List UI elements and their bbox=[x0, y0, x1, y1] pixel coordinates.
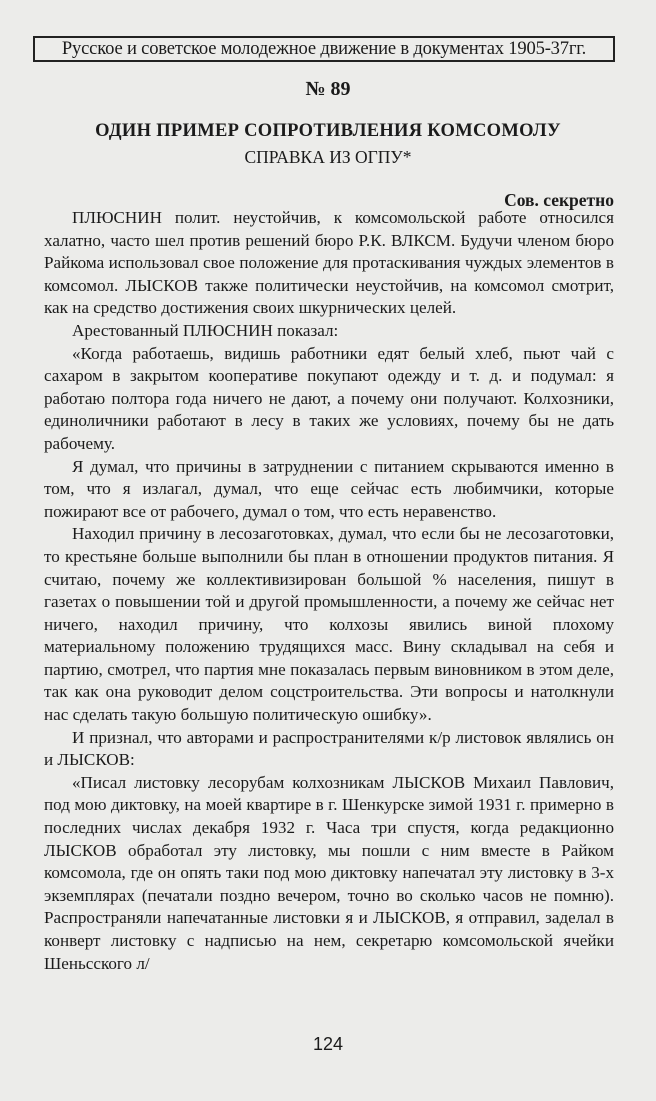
paragraph: Я думал, что причины в затруднении с питанием скрываются именно в том, что я излагал, думал, что еще сейчас есть любимчики, которые пожирают все от рабочего, думал о том, что есть неравенство. bbox=[44, 456, 614, 521]
paragraph: «Когда работаешь, видишь работники едят белый хлеб, пьют чай с сахаром в закрытом кооперативе покупают одежду и т. д. и подумал: я работаю полтора года ничего не дают, а почему они получают. Колхозники, единоличники работают в лесу в таких же условиях, почему бы не дать рабочему. bbox=[44, 343, 614, 453]
paragraph: И признал, что авторами и распространителями к/р листовок являлись он и ЛЫСКОВ: bbox=[44, 727, 614, 770]
document-title: ОДИН ПРИМЕР СОПРОТИВЛЕНИЯ КОМСОМОЛУ bbox=[95, 121, 561, 141]
running-head: Русское и советское молодежное движение в документах 1905-37гг. bbox=[33, 36, 615, 62]
document-number: № 89 bbox=[305, 78, 351, 100]
page-number: 124 bbox=[312, 1034, 344, 1054]
document-subtitle: СПРАВКА ИЗ ОГПУ* bbox=[244, 147, 412, 167]
paragraph: Арестованный ПЛЮСНИН показал: bbox=[72, 320, 339, 340]
paragraph: «Писал листовку лесорубам колхозникам ЛЫСКОВ Михаил Павлович, под мою диктовку, на моей квартире в г. Шенкурске зимой 1931 г. примерно в последних числах декабря 1932 г. Часа три спустя, когда редакционно ЛЫСКОВ обработал эту листовку, мы пошли с ним вместе в Райком комсомола, где он опять таки под мою диктовку напечатал эту листовку в 3-х экземплярах (печатали поздно вечером, точно во сколько часов не помню). Распространяли напечатанные листовки я и ЛЫСКОВ, я отправил, заделал в конверт листовку с надписью на нем, секретарю комсомольской ячейки Шеньсского л/ bbox=[44, 772, 614, 973]
classification-label: Сов. секретно bbox=[504, 190, 614, 210]
paragraph: ПЛЮСНИН полит. неустойчив, к комсомольской работе относился халатно, часто шел против решений бюро Р.К. ВЛКСМ. Будучи членом бюро Райкома использовал свое положение для протаскивания чуждых элементов в комсомол. ЛЫСКОВ также политически неустойчив, на комсомол смотрит, как на средство достижения своих шкурнических целей. bbox=[44, 208, 614, 318]
paragraph: Находил причину в лесозаготовках, думал, что если бы не лесозаготовки, то крестьяне больше выполнили бы план в отношении продуктов питания. Я считаю, почему же коллективизирован большой % населения, пишут в газетах о повышении той и другой промышленности, а почему же сейчас нет ничего, находил причину, что колхозы явились виной плохому материальному положению трудящихся масс. Вину складывал на себя и партию, смотрел, что партия мне показалась первым виновником в этом деле, так как она руководит делом соцстроительства. Эти вопросы и натолкнули нас сделать такую большую политическую ошибку». bbox=[44, 524, 614, 725]
document-body bbox=[44, 207, 614, 975]
